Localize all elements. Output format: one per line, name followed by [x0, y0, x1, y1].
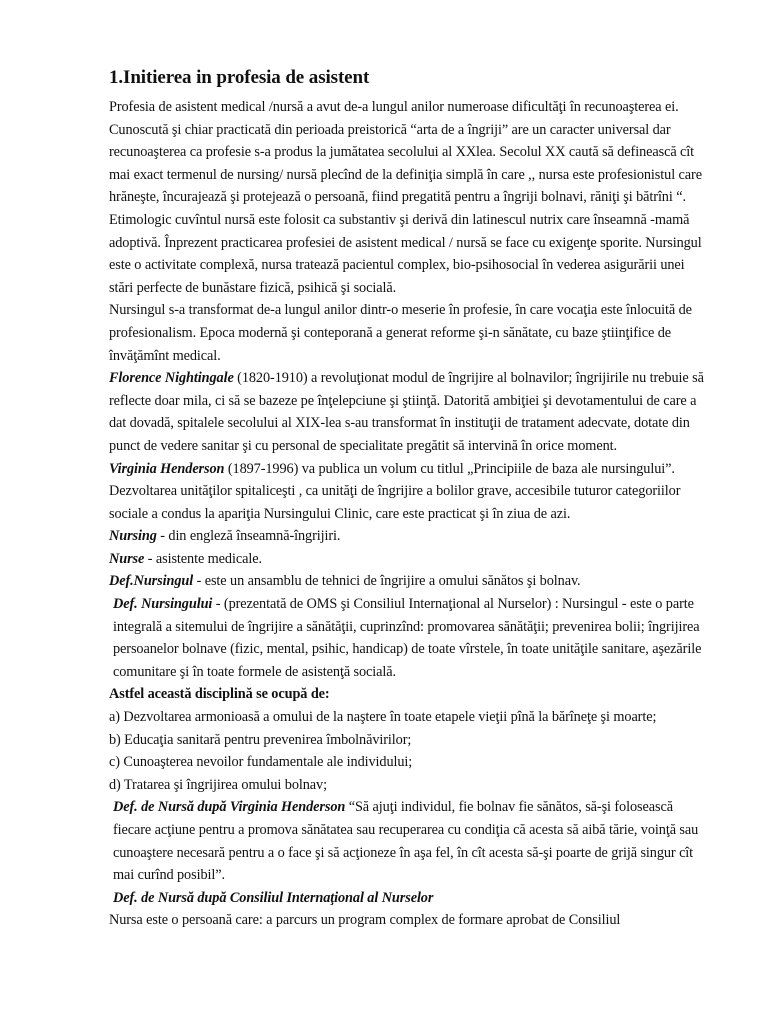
nursing-meaning: - din engleză înseamnă-îngrijiri.: [156, 528, 341, 545]
definition-nurse: [109, 548, 709, 571]
nightingale-text: (1820-1910) a revoluţionat modul de îngrijire al bolnavilor; îngrijirile nu trebuie să reflecte doar mila, ci să se bazeze pe înţelepciune şi ştiinţă. Datorită ambiţiei şi devotamentului de care a dat dovadă, spitalele secolului al XIX-lea s-au transformat în instituţii de tratament adecvate, dotate din punct de vedere sanitar şi cu personal de specialitate pregătit să intervină în orice moment.: [109, 370, 704, 454]
henderson-text: (1897-1996) va publica un volum cu titlul „Principiile de baza ale nursingului”. Dezvoltarea unităţilor spitaliceşti , ca unităţi de îngrijire a bolilor grave, accesibile tuturor categoriilor sociale a condus la apariţia Nursingului Clinic, care este practicat şi în ziua de azi.: [109, 460, 681, 522]
paragraph-transformation: Nursingul s-a transformat de-a lungul anilor dintr-o meserie în profesie, în care vocaţia este înlocuită de profesionalism. Epoca modernă şi conteporană a generat reforme şi-n sănătate, cu baze ştiinţifice de învăţămînt medical.: [109, 302, 692, 364]
discipline-heading: Astfel această disciplină se ocupă de:: [109, 686, 330, 703]
list-item-b: b) Educaţia sanitară pentru prevenirea îmbolnăvirilor;: [109, 731, 412, 748]
oms-meaning: - (prezentată de OMS şi Consiliul Internaţional al Nurselor) : Nursingul - este o parte integrală a sitemului de îngrijire a sănătăţii, cuprinzînd: promovarea sănătăţii; prevenirea bolii; îngrijirea persoanelor bolnave (fizic, mental, psihic, handicap) de toate vîrstele, în toate unităţile sanitare, aşezările comunitare şi în toate formele de asistenţă socială.: [113, 596, 702, 680]
oms-term: Def. Nursingului: [113, 596, 213, 613]
definition-oms: [109, 593, 709, 683]
nightingale-name: Florence Nightingale: [109, 370, 234, 387]
paragraph-icn: Nursa este o persoană care: a parcurs un program complex de formare aprobat de Consiliul: [109, 912, 621, 929]
henderson-name: Virginia Henderson: [109, 460, 225, 477]
nursingul-meaning: - este un ansamblu de tehnici de îngrijire a omului sănătos şi bolnav.: [193, 573, 581, 590]
list-item-d: d) Tratarea şi îngrijirea omului bolnav;: [109, 776, 327, 793]
henderson-def-term: Def. de Nursă după Virginia Henderson: [113, 799, 346, 816]
definition-henderson: [109, 796, 709, 886]
nurse-meaning: - asistente medicale.: [144, 550, 262, 567]
definition-nursing: [109, 525, 709, 548]
list-item-a: a) Dezvoltarea armonioasă a omului de la naştere în toate etapele vieţii pînă la bărîneţe şi moarte;: [109, 709, 657, 726]
paragraph-intro: Profesia de asistent medical /nursă a avut de-a lungul anilor numeroase dificultăţi în recunoaşterea ei. Cunoscută şi chiar practicată din perioada preistorică “arta de a îngriji” are un caracter universal dar recunoaşterea ca profesie s-a produs la jumătatea secolului al XXlea. Secolul XX caută să definească cît mai exact termenul de nursing/ nursă plecînd de la definiţia simplă în care ,, nursa este profesionistul care hrăneşte, încurajează şi protejează o persoană, fiind pregatită pentru a îngriji bolnavi, răniţi şi bătrîni “. Etimologic cuvîntul nursă este folosit ca substantiv şi derivă din latinescul nutrix care înseamnă -mamă adoptivă. Înprezent practicarea profesiei de asistent medical / nursă se face cu exigenţe sporite. Nursingul este o activitate complexă, nursa tratează pacientul complex, bio-psihosocial în vederea asigurării unei stări perfecte de bunăstare fizică, psihică şi socială.: [109, 99, 702, 296]
document-title: 1.Initierea in profesia de asistent: [109, 67, 370, 88]
henderson-def-text: “Să ajuţi individul, fie bolnav fie sănătos, să-şi folosească fiecare acţiune pentru a promova sănătatea sau recuperarea cu condiţia că acesta să aibă tărie, voinţă sau cunoaştere necesară pentru a o face şi să acţioneze în aşa fel, în cît acesta să-şi poarte de grijă singur cît mai curînd posibil”.: [113, 799, 699, 884]
definition-icn-heading: Def. de Nursă după Consiliul Internaţional al Nurselor: [113, 889, 434, 906]
document-body: [109, 66, 709, 932]
nurse-term: Nurse: [109, 550, 145, 567]
definition-nursingul: [109, 570, 709, 593]
paragraph-nightingale: [109, 367, 709, 457]
list-item-c: c) Cunoaşterea nevoilor fundamentale ale individului;: [109, 754, 413, 771]
nursing-term: Nursing: [109, 528, 157, 545]
nursingul-term: Def.Nursingul: [109, 573, 194, 590]
paragraph-henderson: [109, 458, 709, 526]
